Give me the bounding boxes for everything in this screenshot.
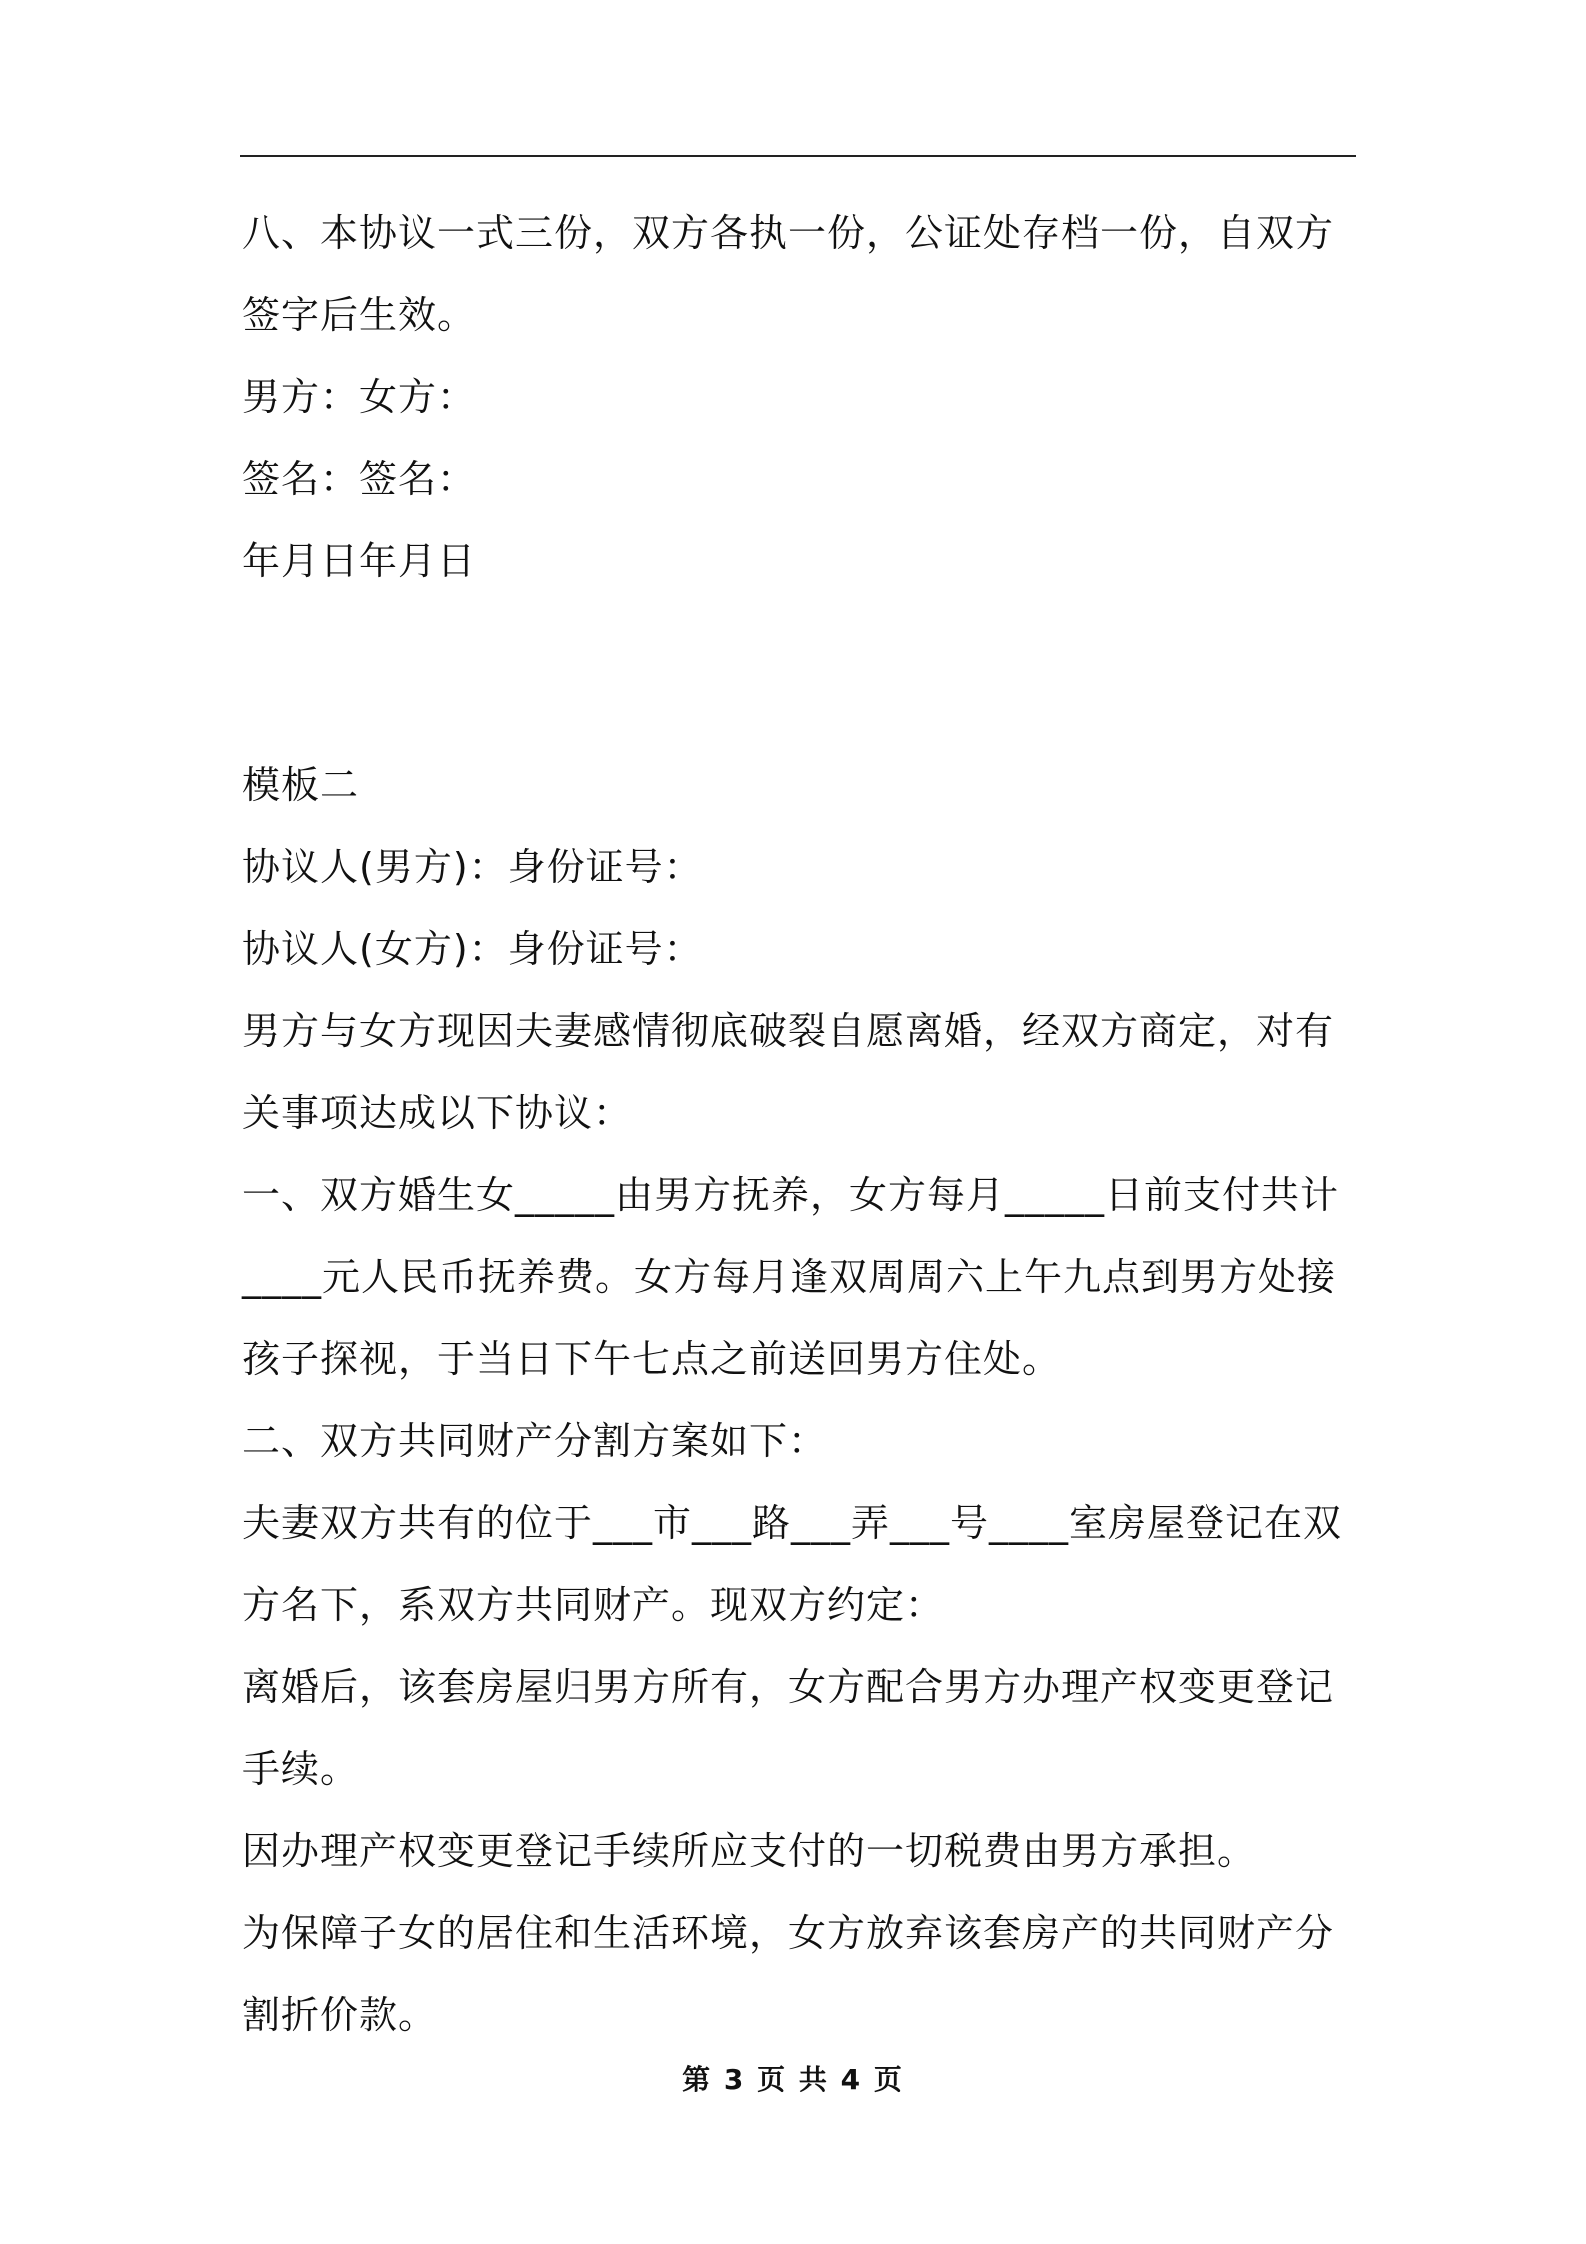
waiver-clause: 为保障子女的居住和生活环境，女方放弃该套房产的共同财产分割折价款。 bbox=[242, 1911, 1335, 2037]
male-party-line: 协议人(男方)：身份证号： bbox=[242, 845, 703, 889]
date-labels: 年月日年月日 bbox=[242, 539, 477, 583]
page-number: 第 3 页 共 4 页 bbox=[682, 2063, 904, 2096]
tax-clause: 因办理产权变更登记手续所应支付的一切税费由男方承担。 bbox=[242, 1829, 1257, 1873]
female-party-line: 协议人(女方)：身份证号： bbox=[242, 927, 703, 971]
property-ownership: 离婚后，该套房屋归男方所有，女方配合男方办理产权变更登记手续。 bbox=[242, 1665, 1335, 1791]
clause-two-heading: 二、双方共同财产分割方案如下： bbox=[242, 1419, 828, 1463]
agreement-intro: 男方与女方现因夫妻感情彻底破裂自愿离婚，经双方商定，对有关事项达成以下协议： bbox=[242, 1009, 1335, 1135]
header-rule bbox=[240, 155, 1356, 157]
property-description: 夫妻双方共有的位于___市___路___弄___号____室房屋登记在双方名下，系双方共同财产。现双方约定： bbox=[242, 1501, 1343, 1627]
clause-eight: 八、本协议一式三份，双方各执一份，公证处存档一份，自双方签字后生效。 bbox=[242, 211, 1335, 337]
document-body bbox=[242, 192, 1356, 2056]
clause-one: 一、双方婚生女_____由男方抚养，女方每月_____日前支付共计____元人民币抚养费。女方每月逢双周周六上午九点到男方处接孩子探视，于当日下午七点之前送回男方住处。 bbox=[242, 1173, 1340, 1381]
section-gap bbox=[242, 602, 1356, 744]
party-labels: 男方：女方： bbox=[242, 375, 477, 419]
template-two-heading: 模板二 bbox=[242, 763, 360, 807]
signature-labels: 签名：签名： bbox=[242, 457, 477, 501]
